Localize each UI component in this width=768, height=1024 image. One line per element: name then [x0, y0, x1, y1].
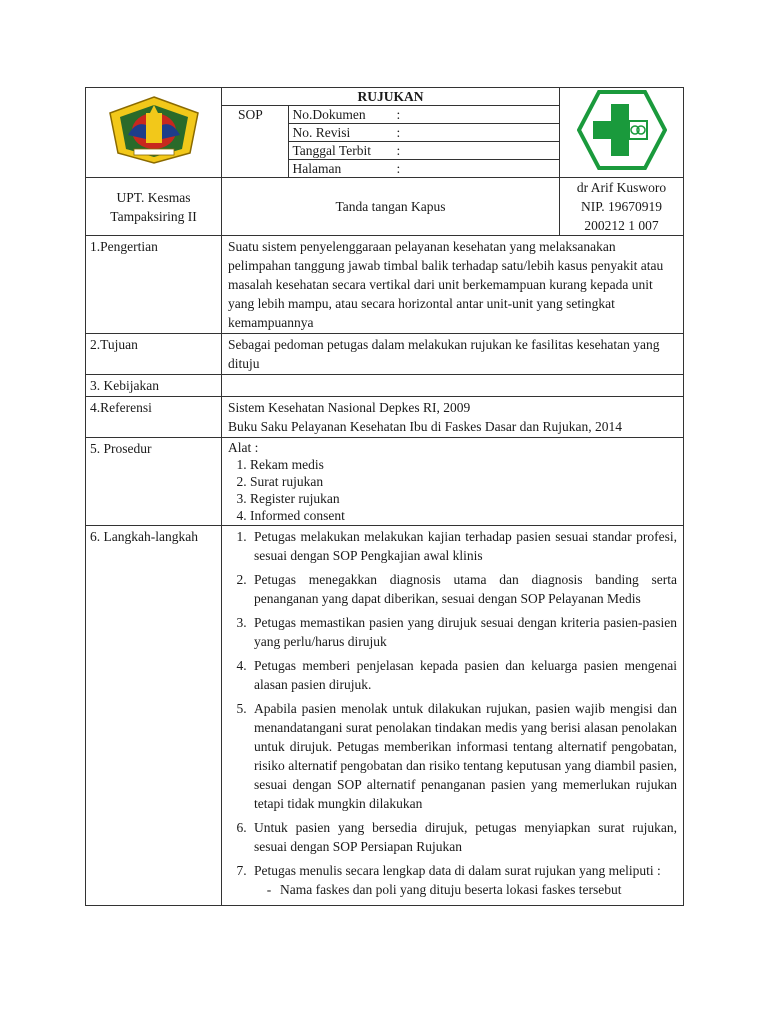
document-title: RUJUKAN	[222, 88, 559, 106]
list-item: 6. Untuk pasien yang bersedia dirujuk, petugas menyiapkan surat rujukan, sesuai dengan SOP Persiapan Rujukan	[250, 818, 677, 856]
list-item: 3. Petugas memastikan pasien yang dirujuk sesuai dengan kriteria pasien-pasien yang perlu/harus dirujuk	[250, 613, 677, 651]
field-no-dokumen: No.Dokumen :	[288, 106, 559, 124]
pengertian-text: Suatu sistem penyelenggaraan pelayanan kesehatan yang melaksanakan pelimpahan tanggung jawab timbal balik terhadap satu/lebih kasus penyakit atau masalah kesehatan secara vertikal dari unit berkemampuan kurang kepada unit yang lebih mampu, atau secara horizontal antar unit-unit yang setingkat kemampuannya	[222, 236, 684, 334]
tujuan-text: Sebagai pedoman petugas dalam melakukan rujukan ke fasilitas kesehatan yang dituju	[222, 334, 684, 375]
list-item: 1. Petugas melakukan melakukan kajian terhadap pasien sesuai standar profesi, sesuai dengan SOP Pengkajian awal klinis	[250, 527, 677, 565]
alat-list	[228, 456, 677, 524]
prosedur-intro: Alat :	[228, 440, 259, 455]
sop-label: SOP	[222, 106, 288, 177]
list-item: 2. Petugas menegakkan diagnosis utama dan diagnosis banding serta penanganan yang dapat diberikan, sesuai dengan SOP Pelayanan Medis	[250, 570, 677, 608]
pengertian-label: 1.Pengertian	[86, 236, 222, 334]
langkah-content	[222, 526, 684, 906]
field-halaman: Halaman :	[292, 161, 401, 176]
list-item	[250, 861, 677, 899]
head-identity	[560, 178, 684, 236]
referensi-item: Sistem Kesehatan Nasional Depkes RI, 2009	[228, 400, 471, 415]
sop-table	[85, 87, 684, 906]
regional-emblem-icon	[106, 95, 202, 165]
list-item: 3. Register rujukan	[250, 490, 677, 507]
kebijakan-label: 3. Kebijakan	[86, 375, 222, 397]
list-item: 2. Surat rujukan	[250, 473, 677, 490]
list-item-text: Petugas menulis secara lengkap data di dalam surat rujukan yang meliputi :	[254, 863, 661, 878]
referensi-label: 4.Referensi	[86, 397, 222, 438]
field-tanggal-terbit: Tanggal Terbit :	[288, 142, 559, 160]
document-fields	[222, 106, 559, 177]
list-item: 5. Apabila pasien menolak untuk dilakukan rujukan, pasien wajib mengisi dan menandatangani surat penolakan tindakan medis yang berisi alasan penolakan untuk dirujuk. Petugas memberikan informasi tentang alternatif pengobatan, risiko alternatif pengobatan dan risiko tentang keputusan yang diambil pasien, sesuai dengan SOP alternatif penanganan pasien yang memerlukan rujukan tetapi tidak mungkin dilakukan	[250, 699, 677, 813]
head-nip: NIP. 19670919 200212 1 007	[580, 199, 662, 233]
sop-document	[85, 87, 683, 906]
signature-label: Tanda tangan Kapus	[222, 178, 560, 236]
referensi-list	[222, 397, 684, 438]
right-logo-cell	[560, 88, 684, 178]
langkah-list	[228, 527, 677, 899]
tujuan-label: 2.Tujuan	[86, 334, 222, 375]
prosedur-content	[222, 438, 684, 526]
sub-list	[254, 880, 677, 899]
head-name: dr Arif Kusworo	[576, 180, 667, 195]
sub-list-item: - Nama faskes dan poli yang dituju beserta lokasi faskes tersebut	[276, 880, 677, 899]
org-name: UPT. Kesmas Tampaksiring II	[86, 178, 222, 236]
field-no-revisi: No. Revisi :	[288, 124, 559, 142]
prosedur-label: 5. Prosedur	[86, 438, 222, 526]
puskesmas-cross-icon	[577, 90, 667, 170]
langkah-label: 6. Langkah-langkah	[86, 526, 222, 906]
header-middle-cell	[222, 88, 560, 178]
kebijakan-text	[222, 375, 684, 397]
referensi-item: Buku Saku Pelayanan Kesehatan Ibu di Faskes Dasar dan Rujukan, 2014	[228, 419, 623, 434]
left-logo-cell	[86, 88, 222, 178]
list-item: 4. Petugas memberi penjelasan kepada pasien dan keluarga pasien mengenai alasan pasien dirujuk.	[250, 656, 677, 694]
list-item: 1. Rekam medis	[250, 456, 677, 473]
list-item: 4. Informed consent	[250, 507, 677, 524]
